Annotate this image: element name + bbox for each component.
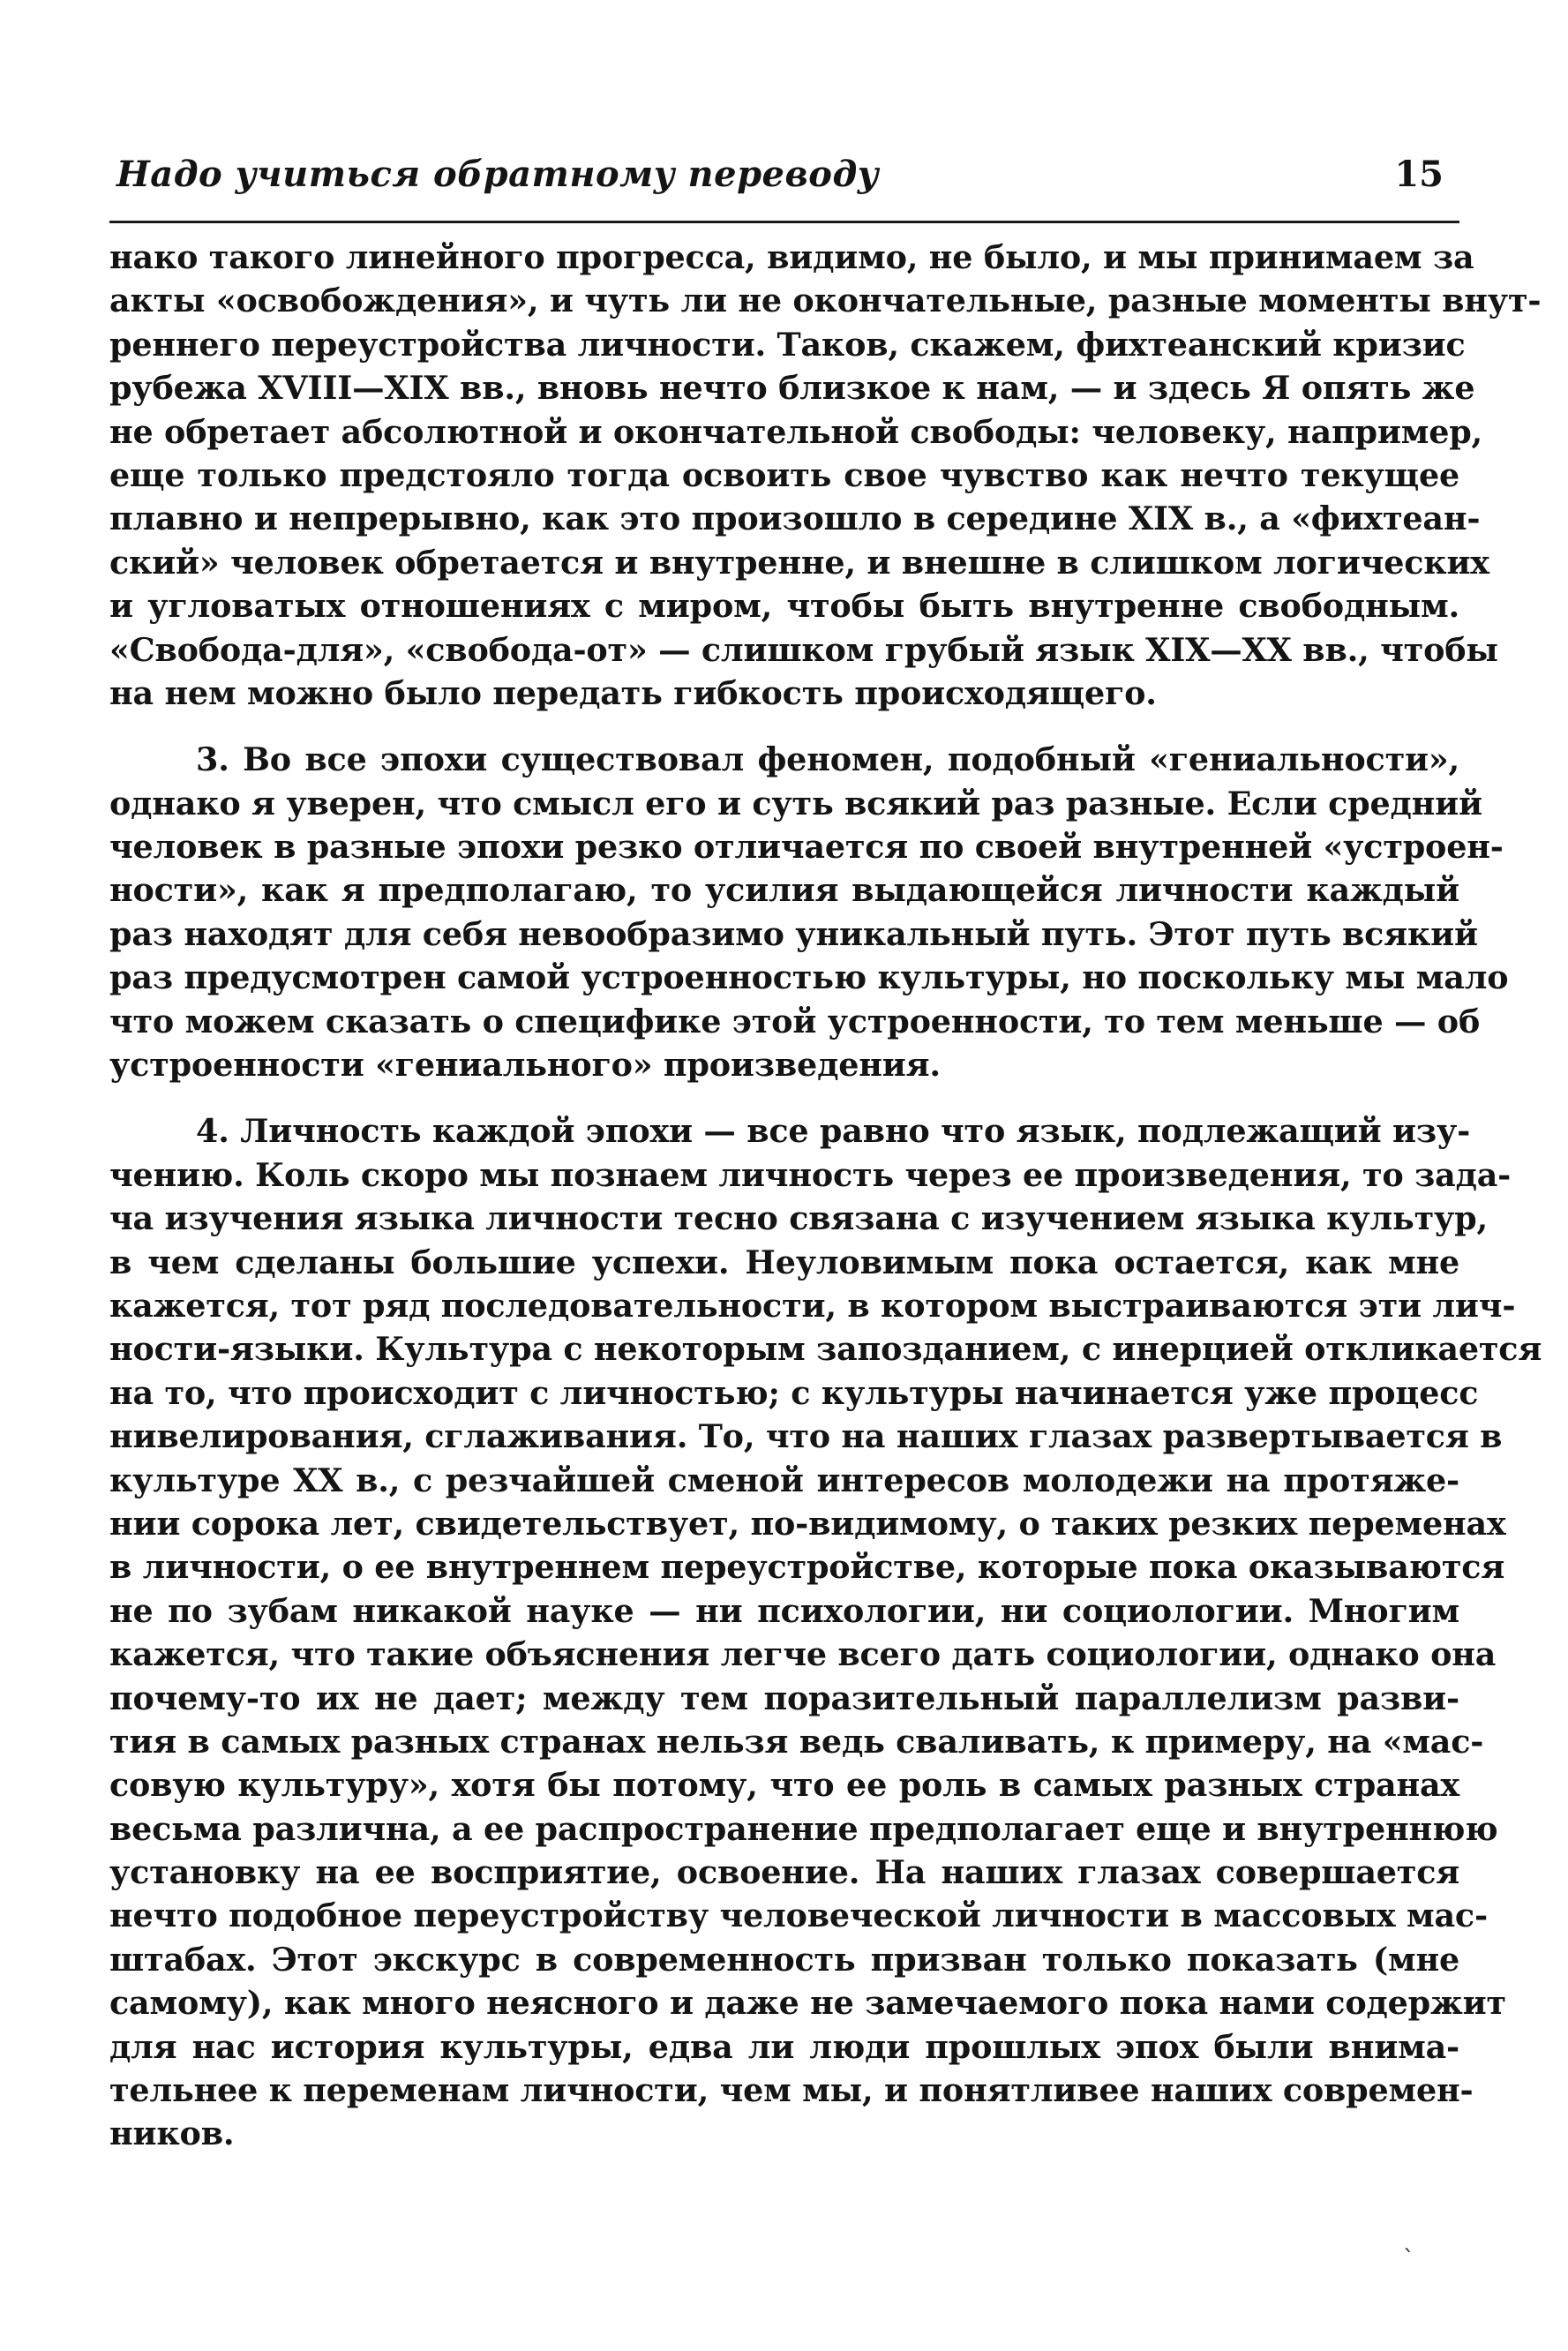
text-line: культуре XX в., с резчайшей сменой интересов молодежи на протяже- — [109, 1461, 1459, 1499]
text-line: нии сорока лет, свидетельствует, по-видимому, о таких резких переменах — [109, 1504, 1506, 1543]
text-line: не по зубам никакой науке — ни психологии, ни социологии. Многим — [109, 1591, 1459, 1630]
text-line: на нем можно было передать гибкость происходящего. — [109, 673, 1157, 712]
text-line: устроенности «гениального» произведения. — [109, 1046, 941, 1085]
text-line: рубежа XVIII—XIX вв., вновь нечто близкое к нам, — и здесь Я опять же — [109, 369, 1475, 408]
running-title: Надо учиться обратному переводу — [116, 154, 880, 195]
text-line: раз предусмотрен самой устроенностью культуры, но поскольку мы мало — [109, 958, 1509, 997]
text-line: что можем сказать о специфике этой устроенности, то тем меньше — об — [109, 1002, 1481, 1040]
paragraph-spacer — [109, 1086, 1459, 1109]
text-line: акты «освобождения», и чуть ли не окончательные, разные моменты внут- — [109, 282, 1542, 320]
text-line: раз находят для себя невообразимо уникальный путь. Этот путь всякий — [109, 914, 1478, 953]
text-line: самому), как много неясного и даже не замечаемого пока нами содержит — [109, 1984, 1506, 2023]
paragraph-spacer — [109, 715, 1459, 738]
text-line: не обретает абсолютной и окончательной свободы: человеку, например, — [109, 412, 1483, 451]
text-line: штабах. Этот экскурс в современность призван только показать (мне — [109, 1940, 1459, 1979]
text-line: тия в самых разных странах нельзя ведь сваливать, к примеру, на «мас- — [109, 1722, 1484, 1761]
text-line: ча изучения языка личности тесно связана с изучением языка культур, — [109, 1199, 1488, 1238]
text-line: нечто подобное переустройству человеческой личности в массовых мас- — [109, 1897, 1488, 1935]
text-line: ности», как я предполагаю, то усилия выдающейся личности каждый — [109, 871, 1459, 910]
text-line: нако такого линейного прогресса, видимо, не было, и мы принимаем за — [109, 238, 1474, 276]
text-line: 3. Во все эпохи существовал феномен, подобный «гениальности», — [196, 740, 1459, 779]
text-line: однако я уверен, что смысл его и суть всякий раз разные. Если средний — [109, 784, 1482, 822]
text-line: ский» человек обретается и внутренне, и внешне в слишком логических — [109, 543, 1489, 582]
body-text — [109, 236, 1542, 2156]
text-line: установку на ее восприятие, освоение. На наших глазах совершается — [109, 1853, 1459, 1892]
text-line: совую культуру», хотя бы потому, что ее роль в самых разных странах — [109, 1766, 1459, 1805]
paragraph-2 — [109, 738, 1509, 1086]
scan-speck: ˋ — [1403, 2246, 1414, 2272]
text-line: нивелирования, сглаживания. То, что на наших глазах развертывается в — [109, 1417, 1503, 1456]
paragraph-3 — [109, 1109, 1542, 2155]
page-number: 15 — [1394, 154, 1444, 195]
page-header — [109, 141, 1459, 223]
text-line: кажется, что такие объяснения легче всего дать социологии, однако она — [109, 1635, 1497, 1674]
text-line: еще только предстояло тогда освоить свое чувство как нечто текущее — [109, 455, 1459, 494]
text-line: кажется, тот ряд последовательности, в котором выстраиваются эти лич- — [109, 1286, 1516, 1325]
paragraph-1 — [109, 236, 1542, 715]
text-line: плавно и непрерывно, как это произошло в середине XIX в., а «фихтеан- — [109, 499, 1481, 538]
text-line: 4. Личность каждой эпохи — все равно что язык, подлежащий изу- — [196, 1112, 1471, 1151]
text-line: человек в разные эпохи резко отличается по своей внутренней «устроен- — [109, 828, 1504, 867]
text-line: на то, что происходит с личностью; с культуры начинается уже процесс — [109, 1373, 1479, 1412]
text-line: чению. Коль скоро мы познаем личность через ее произведения, то зада- — [109, 1155, 1512, 1194]
text-line: и угловатых отношениях с миром, чтобы быть внутренне свободным. — [109, 587, 1459, 626]
text-line: ников. — [109, 2114, 235, 2153]
text-line: ности-языки. Культура с некоторым запозданием, с инерцией откликается — [109, 1330, 1542, 1369]
text-line: в чем сделаны большие успехи. Неуловимым пока остается, как мне — [109, 1243, 1459, 1281]
text-line: тельнее к переменам личности, чем мы, и понятливее наших современ- — [109, 2071, 1474, 2110]
text-line: почему-то их не дает; между тем поразительный параллелизм разви- — [109, 1679, 1459, 1717]
text-line: в личности, о ее внутреннем переустройстве, которые пока оказываются — [109, 1548, 1505, 1587]
text-line: весьма различна, а ее распространение предполагает еще и внутреннюю — [109, 1809, 1498, 1848]
book-page — [109, 141, 1542, 2156]
text-line: «Свобода-для», «свобода-от» — слишком грубый язык XIX—XX вв., чтобы — [109, 630, 1498, 669]
text-line: для нас история культуры, едва ли люди прошлых эпох были внима- — [109, 2027, 1459, 2066]
text-line: реннего переустройства личности. Таков, скажем, фихтеанский кризис — [109, 325, 1466, 364]
